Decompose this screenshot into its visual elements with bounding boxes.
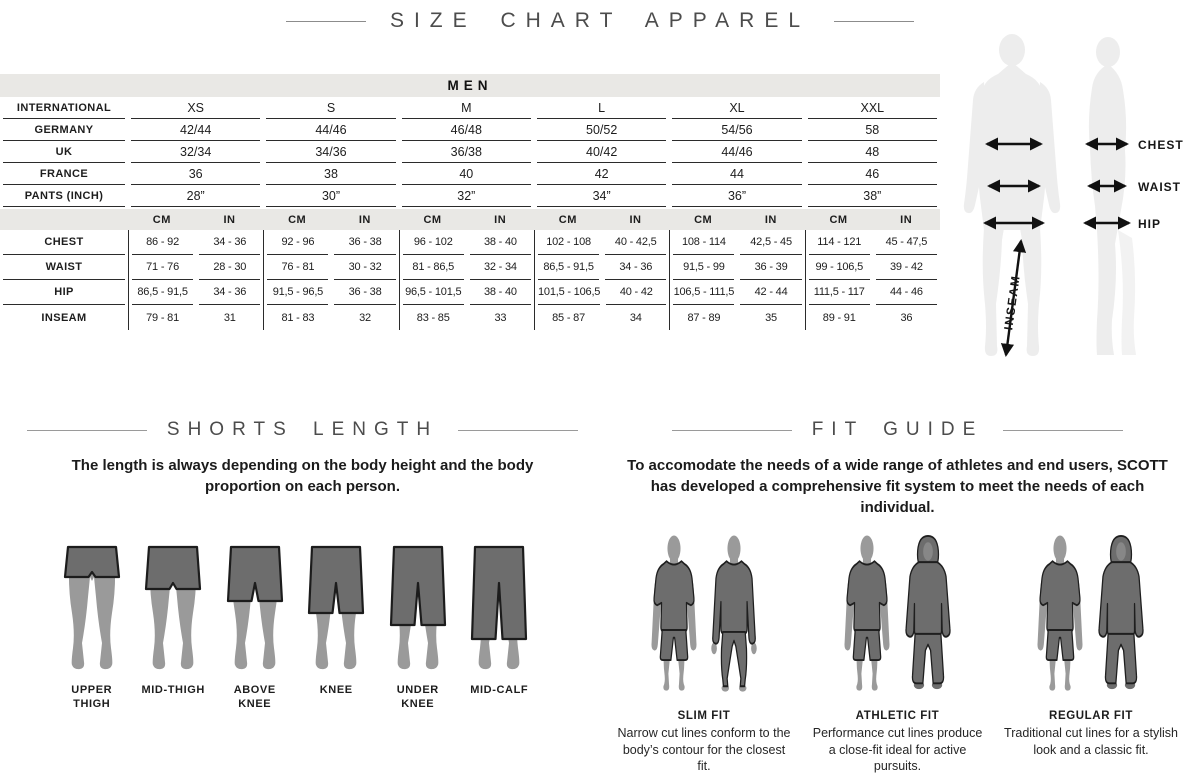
row-label: INTERNATIONAL [3, 97, 125, 119]
shorts-length-section [15, 415, 590, 712]
measure-group [263, 255, 398, 280]
measure-in-value: 32 [359, 311, 371, 324]
unit-header: IN [900, 213, 913, 226]
measure-in-value: 34 - 36 [605, 255, 666, 280]
body-measure-rows [0, 230, 940, 330]
unit-header: CM [288, 213, 307, 226]
hoodie-pants-figure [899, 534, 957, 694]
measure-in-value: 39 - 42 [876, 255, 937, 280]
size-value: 36” [672, 185, 801, 207]
measure-in-value: 31 [223, 311, 236, 324]
measure-in-value: 38 - 40 [470, 230, 531, 255]
fit-guide-description: To accomodate the needs of a wide range of athletes and end users, SCOTT has developed a comprehensive fit system to meet the needs of each individual. [627, 457, 1168, 516]
measure-group [263, 280, 398, 305]
measure-cm-value: 76 - 81 [267, 255, 328, 280]
measure-in-value: 36 - 39 [740, 255, 801, 280]
diagram-label-inseam: INSEAM [1001, 273, 1023, 331]
row-label: PANTS (INCH) [3, 185, 125, 207]
measure-cm-value: 91,5 - 96,5 [267, 280, 328, 305]
measure-group [669, 280, 804, 305]
men-table-header [0, 74, 940, 97]
measure-group [128, 305, 263, 330]
size-value: 44/46 [266, 119, 395, 141]
size-value: 40 [402, 163, 531, 185]
size-value: L [537, 97, 666, 119]
measure-group [805, 255, 940, 280]
diagram-label-chest: CHEST [1138, 138, 1184, 152]
measure-group [669, 230, 804, 255]
size-value: 54/56 [672, 119, 801, 141]
measure-in-value: 45 - 47,5 [876, 230, 937, 255]
measure-in-value: 28 - 30 [199, 255, 260, 280]
measure-cm-value: 96 - 102 [403, 230, 464, 255]
size-value: 42 [537, 163, 666, 185]
measure-row [0, 230, 940, 255]
page-title: SIZE CHART APPAREL [389, 9, 811, 32]
measure-group [128, 255, 263, 280]
fit-description: Narrow cut lines conform to the body’s contour for the closest fit. [617, 726, 791, 773]
measure-cm-value: 86,5 - 91,5 [538, 255, 599, 280]
size-conversion-rows [0, 97, 940, 207]
fit-description: Traditional cut lines for a stylish look and a classic fit. [1004, 726, 1178, 757]
shorts-figures-row [15, 521, 590, 712]
fit-name: REGULAR FIT [1049, 710, 1133, 722]
measure-in-value: 35 [765, 311, 777, 324]
measure-cm-value: 85 - 87 [552, 311, 585, 324]
size-row [0, 185, 940, 207]
size-value: 38 [266, 163, 395, 185]
shorts-length-label: MID-CALF [470, 684, 529, 696]
measure-in-value: 44 - 46 [876, 280, 937, 305]
unit-header: IN [494, 213, 507, 226]
measure-group [399, 255, 534, 280]
measure-row [0, 280, 940, 305]
fit-figures-row [605, 534, 1190, 775]
measure-in-value: 36 - 38 [334, 230, 395, 255]
measure-group [805, 305, 940, 330]
fit-figure-pair [839, 534, 957, 696]
shorts-length-label: UNDER KNEE [396, 684, 439, 711]
measure-group [263, 230, 398, 255]
measure-cm-value: 102 - 108 [538, 230, 599, 255]
fit-figure-pair [646, 534, 762, 696]
size-value: 58 [808, 119, 937, 141]
row-label: CHEST [3, 230, 125, 255]
unit-header-band [0, 209, 940, 230]
fit-name: ATHLETIC FIT [855, 710, 940, 722]
measure-cm-value: 99 - 106,5 [809, 255, 870, 280]
size-value: 32” [402, 185, 531, 207]
size-value: XS [131, 97, 260, 119]
size-value: 50/52 [537, 119, 666, 141]
tshirt-shorts-figure [839, 534, 895, 694]
measure-in-value: 40 - 42 [606, 280, 666, 305]
unit-header: CM [558, 213, 577, 226]
shorts-length-label: KNEE [319, 684, 353, 696]
shorts-dash-left [27, 430, 147, 431]
fit-guide-item [611, 534, 797, 775]
measure-cm-value: 81 - 86,5 [403, 255, 464, 280]
measure-group [805, 230, 940, 255]
measure-in-value: 34 [629, 311, 642, 324]
measure-cm-value: 79 - 81 [146, 311, 179, 324]
unit-header: CM [152, 213, 171, 226]
shorts-length-item [377, 521, 459, 712]
measure-group [805, 280, 940, 305]
size-value: 36 [131, 163, 260, 185]
shorts-length-label: UPPER THIGH [71, 684, 113, 711]
measure-cm-value: 96,5 - 101,5 [403, 280, 464, 305]
measure-group [399, 305, 534, 330]
measure-cm-value: 86 - 92 [132, 230, 193, 255]
shorts-illustration [52, 521, 132, 671]
measure-group [128, 230, 263, 255]
measure-in-value: 30 - 32 [334, 255, 395, 280]
side-body-silhouette [1089, 37, 1136, 355]
measure-cm-value: 114 - 121 [809, 230, 870, 255]
fit-guide-item [805, 534, 991, 775]
diagram-label-hip: HIP [1138, 217, 1162, 231]
size-value: XL [672, 97, 801, 119]
fit-name: SLIM FIT [677, 710, 731, 722]
measure-in-value: 34 - 36 [199, 230, 260, 255]
measure-row [0, 255, 940, 280]
unit-header: CM [694, 213, 713, 226]
shorts-length-item [214, 521, 296, 712]
header-dash-right [834, 21, 914, 22]
measure-group [534, 280, 669, 305]
unit-header: CM [423, 213, 442, 226]
shorts-illustration [296, 521, 376, 671]
measure-cm-value: 91,5 - 99 [673, 255, 734, 280]
fit-guide-header [605, 415, 1190, 445]
measure-in-value: 33 [494, 311, 507, 324]
size-row [0, 141, 940, 163]
measure-in-value: 34 - 36 [199, 280, 260, 305]
men-size-table [0, 74, 940, 330]
shorts-length-description: The length is always depending on the body height and the body proportion on each person. [71, 457, 534, 495]
unit-header: IN [629, 213, 642, 226]
shorts-illustration [215, 521, 295, 671]
size-value: S [266, 97, 395, 119]
measure-in-value: 42 - 44 [740, 280, 801, 305]
measure-cm-value: 92 - 96 [267, 230, 328, 255]
size-value: 32/34 [131, 141, 260, 163]
size-value: 30” [266, 185, 395, 207]
size-row [0, 119, 940, 141]
shorts-length-item [459, 521, 541, 712]
shorts-illustration [378, 521, 458, 671]
size-value: 34” [537, 185, 666, 207]
measure-group [534, 305, 669, 330]
fit-guide-item [998, 534, 1184, 775]
tshirt-shorts-figure [646, 534, 702, 694]
row-label: HIP [3, 280, 125, 305]
measure-cm-value: 106,5 - 111,5 [673, 280, 734, 305]
shorts-length-label: ABOVE KNEE [233, 684, 276, 711]
size-value: XXL [808, 97, 937, 119]
measure-group [263, 305, 398, 330]
measure-group [399, 230, 534, 255]
size-row [0, 97, 940, 119]
unit-header: IN [358, 213, 371, 226]
shorts-length-header [15, 415, 590, 445]
men-table-title: MEN [447, 78, 493, 93]
diagram-label-waist: WAIST [1138, 180, 1181, 194]
measure-row [0, 305, 940, 330]
shorts-length-item [296, 521, 378, 712]
size-value: 40/42 [537, 141, 666, 163]
measure-cm-value: 89 - 91 [822, 311, 856, 324]
hoodie-pants-figure [1092, 534, 1150, 694]
fit-dash-right [1003, 430, 1123, 431]
measure-group [669, 255, 804, 280]
measure-in-value: 40 - 42,5 [605, 230, 666, 255]
measure-in-value: 32 - 34 [470, 255, 531, 280]
size-row [0, 163, 940, 185]
shorts-dash-right [458, 430, 578, 431]
size-value: 42/44 [131, 119, 260, 141]
row-label: WAIST [3, 255, 125, 280]
fit-figure-pair [1032, 534, 1150, 696]
size-value: 36/38 [402, 141, 531, 163]
header-dash-left [286, 21, 366, 22]
size-value: 38” [808, 185, 937, 207]
size-value: 44/46 [672, 141, 801, 163]
shorts-length-item [133, 521, 215, 712]
unit-header: CM [829, 213, 848, 226]
measure-group [128, 280, 263, 305]
unit-spacer [0, 209, 128, 230]
measure-group [669, 305, 804, 330]
shorts-illustration [133, 521, 213, 671]
measure-in-value: 38 - 40 [470, 280, 531, 305]
measure-group [534, 255, 669, 280]
measure-cm-value: 111,5 - 117 [809, 280, 870, 305]
shorts-length-title: SHORTS LENGTH [166, 419, 439, 440]
size-value: 34/36 [266, 141, 395, 163]
longsleeve-tights-figure [706, 534, 762, 694]
shorts-length-label: MID-THIGH [141, 684, 205, 696]
size-value: M [402, 97, 531, 119]
shorts-length-item [51, 521, 133, 712]
fit-guide-section [605, 415, 1190, 775]
row-label: FRANCE [3, 163, 125, 185]
row-label: UK [3, 141, 125, 163]
measure-cm-value: 71 - 76 [132, 255, 193, 280]
row-label: GERMANY [3, 119, 125, 141]
size-value: 44 [672, 163, 801, 185]
measure-cm-value: 81 - 83 [281, 311, 315, 324]
row-label: INSEAM [41, 311, 87, 324]
measure-in-value: 42,5 - 45 [740, 230, 801, 255]
measure-cm-value: 108 - 114 [673, 230, 734, 255]
measure-cm-value: 101,5 - 106,5 [538, 280, 600, 305]
measure-cm-value: 87 - 89 [687, 311, 721, 324]
size-value: 46/48 [402, 119, 531, 141]
measure-cm-value: 83 - 85 [416, 311, 450, 324]
fit-description: Performance cut lines produce a close-fit ideal for active pursuits. [812, 726, 983, 773]
tshirt-shorts-figure [1032, 534, 1088, 694]
size-value: 46 [808, 163, 937, 185]
measure-cm-value: 86,5 - 91,5 [132, 280, 193, 305]
unit-header: IN [764, 213, 777, 226]
measure-in-value: 36 - 38 [334, 280, 395, 305]
size-value: 28” [131, 185, 260, 207]
measure-group [399, 280, 534, 305]
shorts-illustration [459, 521, 539, 671]
fit-dash-left [672, 430, 792, 431]
measure-in-value: 36 [900, 311, 913, 324]
unit-header: IN [223, 213, 236, 226]
fit-guide-title: FIT GUIDE [811, 419, 984, 440]
measure-group [534, 230, 669, 255]
size-value: 48 [808, 141, 937, 163]
body-measurement-diagram [950, 28, 1200, 366]
